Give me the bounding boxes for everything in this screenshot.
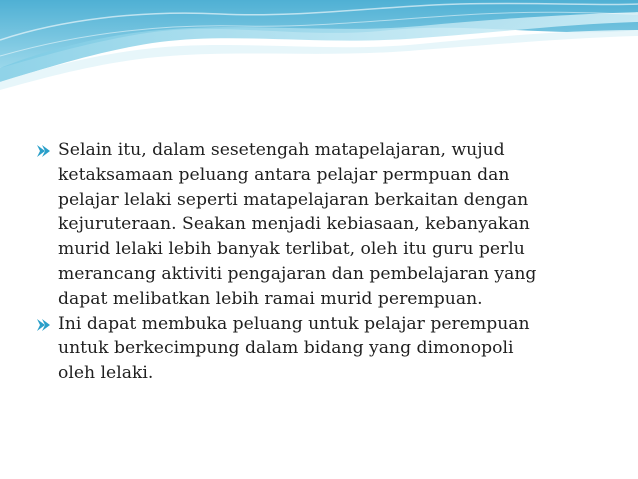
- arrow-check-bullet-icon: [36, 144, 52, 158]
- bullet-item: [36, 312, 606, 386]
- bullet-line: dapat melibatkan lebih ramai murid perempuan.: [58, 288, 483, 309]
- bullet-line: pelajar lelaki seperti matapelajaran berkaitan dengan: [58, 189, 529, 210]
- bullet-item: [36, 138, 606, 312]
- bullet-line: oleh lelaki.: [58, 363, 154, 384]
- header-wave-decoration: [0, 0, 638, 90]
- arrow-check-bullet-icon: [36, 318, 52, 332]
- bullet-line: Selain itu, dalam sesetengah matapelajaran, wujud: [58, 140, 505, 160]
- bullet-line: murid lelaki lebih banyak terlibat, oleh itu guru perlu: [58, 239, 525, 260]
- bullet-line: untuk berkecimpung dalam bidang yang dimonopoli: [58, 338, 514, 359]
- bullet-line: kejuruteraan. Seakan menjadi kebiasaan, kebanyakan: [58, 214, 530, 235]
- bullet-line: Ini dapat membuka peluang untuk pelajar perempuan: [58, 313, 530, 334]
- bullet-line: ketaksamaan peluang antara pelajar permpuan dan: [58, 164, 510, 185]
- slide-body: [36, 138, 606, 386]
- bullet-line: merancang aktiviti pengajaran dan pembelajaran yang: [58, 263, 537, 284]
